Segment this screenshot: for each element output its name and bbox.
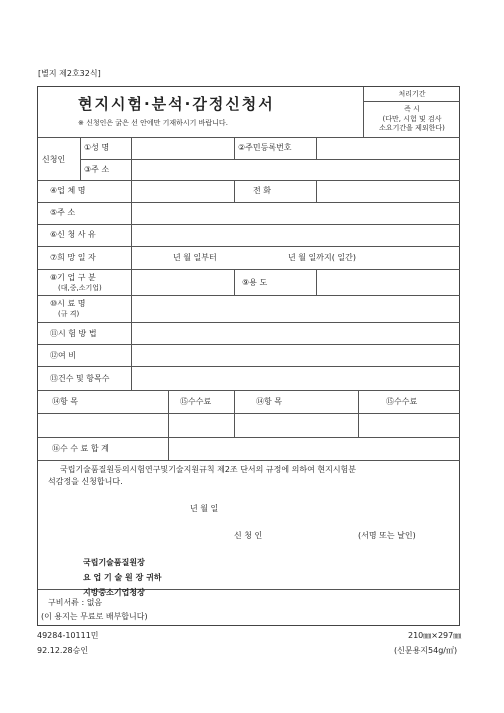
date-to-text: 년 월 일까지( 일간)	[288, 253, 356, 262]
attachments-line-2: (이 용지는 무료로 배부합니다)	[41, 612, 148, 621]
fee-item-header-2: ⑭항 목	[256, 397, 282, 406]
test-method-label: ⑪시 험 방 법	[50, 329, 97, 338]
signature-label: 신 청 인	[234, 531, 263, 540]
usage-label: ⑨용 도	[242, 278, 268, 287]
fee-item-header-1: ⑭항 목	[52, 397, 78, 406]
address1-label: ③주 소	[84, 165, 110, 174]
recipient-2: 요 업 기 술 원 장 귀하	[83, 573, 162, 582]
footer-size: 210㎜×297㎜	[408, 631, 462, 640]
fee-header-2: ⑮수수료	[386, 397, 418, 406]
processing-note-1: (다만, 시험 및 검사	[382, 115, 442, 123]
statement-line-1: 국립기술품질원등의시험연구및기술지원규칙 제2조 단서의 규정에 의하여 현지시험분	[60, 465, 357, 474]
footer-approval: 92.12.28승인	[37, 646, 89, 655]
notice-text: ※ 신청인은 굵은 선 안에만 기재하시기 바랍니다.	[78, 119, 228, 127]
date-line: 년 월 일	[190, 504, 219, 513]
reg-no-label: ②주민등록번호	[238, 143, 292, 152]
processing-label: 처리기간	[398, 90, 426, 98]
application-form	[37, 86, 460, 626]
sample-name-label: ⑩시 료 명	[50, 299, 86, 308]
statement-line-2: 석감정을 신청합니다.	[48, 477, 123, 486]
company-type-label: ⑧기 업 구 분	[50, 273, 96, 282]
company-label: ④업 체 명	[50, 186, 86, 195]
count-items-label: ⑬건수 및 항목수	[50, 374, 110, 383]
recipient-1: 국립기술품질원장	[83, 558, 145, 567]
fee-header-1: ⑮수수료	[180, 397, 212, 406]
desired-date-label: ⑦희 망 일 자	[50, 253, 96, 262]
travel-cost-label: ⑫여 비	[50, 351, 76, 360]
footer-code: 49284-10111민	[37, 631, 99, 640]
processing-note-2: 소요기간을 제외한다)	[379, 124, 445, 132]
signature-note: (서명 또는 날인)	[358, 531, 416, 540]
sample-spec-label: (규 격)	[58, 310, 80, 318]
date-from-text: 년 월 일부터	[173, 253, 217, 262]
footer-paper: (신문용지54g/㎡)	[394, 646, 458, 655]
attachments-line-1: 구비서류 : 없음	[48, 598, 103, 607]
company-type-sub: (대,중,소기업)	[58, 284, 102, 292]
name-label: ①성 명	[84, 143, 110, 152]
address2-label: ⑤주 소	[50, 208, 76, 217]
form-title: 현지시험·분석·감정신청서	[78, 95, 275, 113]
applicant-label: 신청인	[42, 155, 66, 164]
phone-label: 전 화	[253, 186, 271, 195]
request-reason-label: ⑥신 청 사 유	[50, 230, 96, 239]
fee-total-label: ⑯수 수 료 합 계	[52, 444, 109, 453]
form-number: [별지 제2호32식]	[38, 69, 101, 78]
recipient-3: 지방중소기업청장	[83, 588, 145, 597]
processing-value: 즉 시	[404, 105, 420, 113]
